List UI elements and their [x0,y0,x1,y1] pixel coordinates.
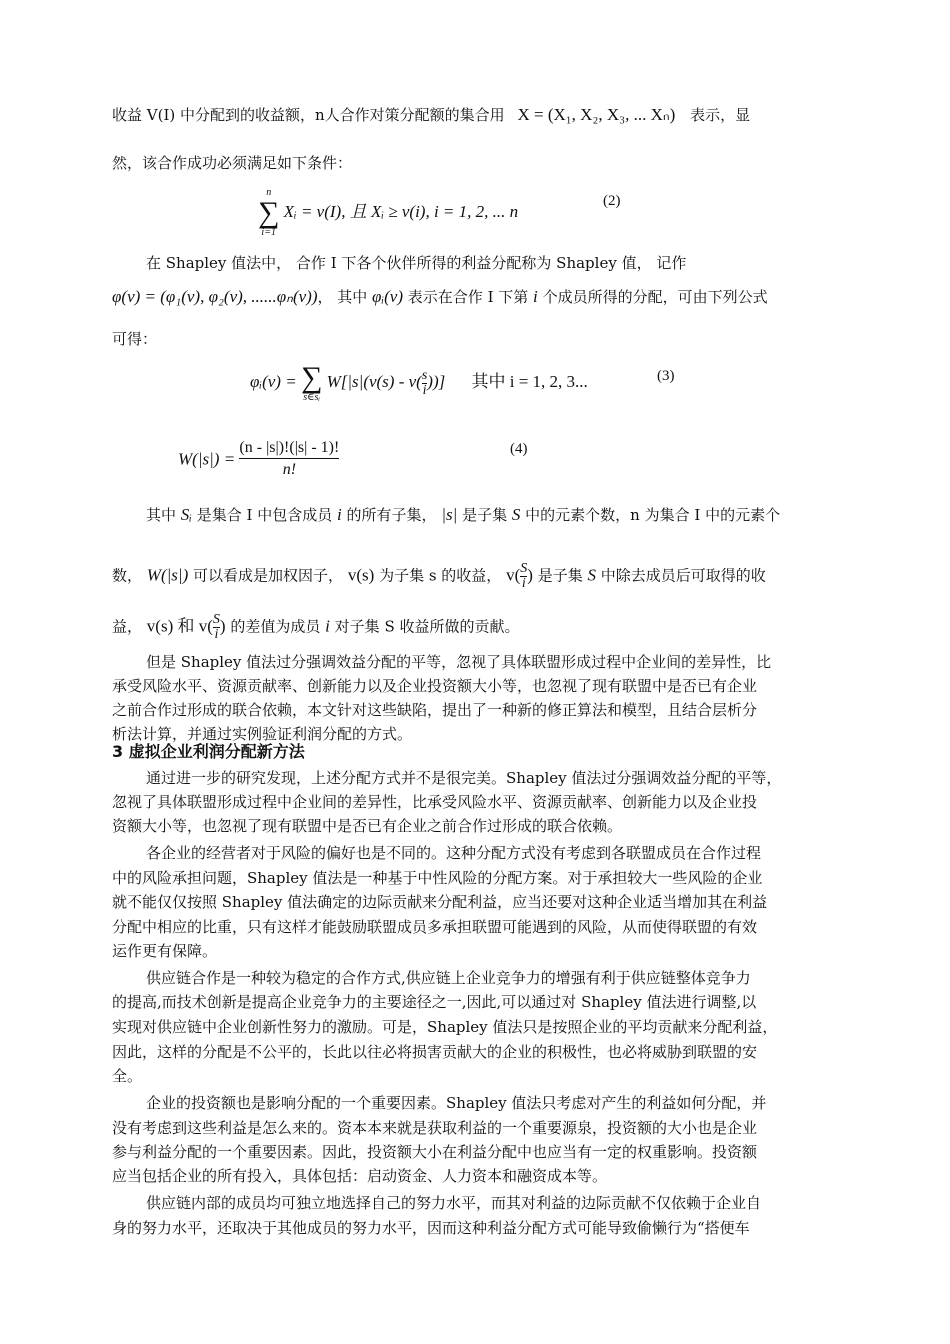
section-heading: 3 虚拟企业利润分配新方法 [112,742,305,761]
p1-line2: 然，该合作成功必须满足如下条件： [112,154,353,172]
p7-line4: 因此，这样的分配是不公平的，长此以往必将损害贡献大的企业的积极性，也必将威胁到联盟的安 [112,1043,758,1061]
p3-line2: 数， W(|s|) 可以看成是加权因子， v(s) 为子集 s 的收益， v( $\frac{S}{i}$ ) 是子集 S 中除去成员后可取得的收 [112,561,766,591]
p9-line2: 身的努力水平，还取决于其他成员的努力水平，因而这种利益分配方式可能导致偷懒行为“搭便车 [112,1219,750,1237]
p6-line2: 中的风险承担问题，Shapley 值法是一种基于中性风险的分配方案。对于承担较大一些风险的企业 [112,869,763,887]
p7-line1: 供应链合作是一种较为稳定的合作方式,供应链上企业竞争力的增强有利于供应链整体竞争力 [146,969,751,987]
p7-line2: 的提高,而技术创新是提高企业竞争力的主要途径之一,因此,可以通过对 Shapley 值法进行调整,以 [112,993,757,1011]
p8-line4: 应当包括企业的所有投入，具体包括：启动资金、人力资本和融资成本等。 [112,1167,608,1185]
p5-line2: 忽视了具体联盟形成过程中企业间的差异性，比承受风险水平、资源贡献率、创新能力以及企业投 [112,793,758,811]
p8-line1: 企业的投资额也是影响分配的一个重要因素。Shapley 值法只考虑对产生的利益如何分配，并 [146,1094,767,1112]
equation-3: φᵢ(v) = ∑ s∈sᵢ W[|s|(v(s) - v( $\frac{s}{i}$ ))] 其中 i = 1, 2, 3... [250,361,588,403]
equation-4-number: (4) [510,441,528,457]
p6-line5: 运作更有保障。 [112,942,218,960]
p6-line3: 就不能仅仅按照 Shapley 值法确定的边际贡献来分配利益，应当还要对这种企业适当增加其在利益 [112,893,768,911]
p4-line4: 析法计算，并通过实例验证利润分配的方式。 [112,725,413,743]
p9-line1: 供应链内部的成员均可独立地选择自己的努力水平，而其对利益的边际贡献不仅依赖于企业自 [146,1194,762,1212]
p2-line3: 可得： [112,330,158,348]
p7-line3: 实现对供应链中企业创新性努力的激励。可是，Shapley 值法只是按照企业的平均贡献来分配利益， [112,1018,778,1036]
p3-line1: 其中 Sᵢ 是集合 I 中包含成员 i 的所有子集， |s| 是子集 S 中的元素个数，n 为集合 I 中的元素个 [146,505,781,524]
p6-line1: 各企业的经营者对于风险的偏好也是不同的。这种分配方式没有考虑到各联盟成员在合作过程 [146,844,762,862]
p8-line3: 参与利益分配的一个重要因素。因此，投资额大小在利益分配中也应当有一定的权重影响。投资额 [112,1143,758,1161]
p1-line1: 收益 V(I) 中分配到的收益额，n人合作对策分配额的集合用 X = (X₁, X₂, X₃, ... Xₙ) 表示，显 [112,105,751,124]
equation-2-number: (2) [603,193,621,209]
p4-line1: 但是 Shapley 值法过分强调效益分配的平等，忽视了具体联盟形成过程中企业间的差异性，比 [146,653,772,671]
p4-line3: 之前合作过形成的联合依赖，本文针对这些缺陷，提出了一种新的修正算法和模型，且结合层析分 [112,701,758,719]
p7-line5: 全。 [112,1067,143,1085]
equation-2: n ∑ i=1 Xᵢ = v(I), 且 Xᵢ ≥ v(i), i = 1, 2, ... n [258,187,519,238]
p5-line1: 通过进一步的研究发现，上述分配方式并不是很完美。Shapley 值法过分强调效益分配的平等， [146,769,782,787]
p8-line2: 没有考虑到这些利益是怎么来的。资本本来就是获取利益的一个重要源泉，投资额的大小也是企业 [112,1119,758,1137]
p5-line3: 资额大小等，也忽视了现有联盟中是否已有企业之前合作过形成的联合依赖。 [112,817,623,835]
p6-line4: 分配中相应的比重，只有这样才能鼓励联盟成员多承担联盟可能遇到的风险，从而使得联盟的有效 [112,918,758,936]
p2-line2: φ(v) = (φ₁(v), φ₂(v), ......φₙ(v))， 其中 φᵢ(v) 表示在合作 I 下第 i 个成员所得的分配，可由下列公式 [112,287,768,306]
p2-line1: 在 Shapley 值法中， 合作 I 下各个伙伴所得的利益分配称为 Shapley 值， 记作 [146,254,687,272]
equation-3-number: (3) [657,368,675,384]
p4-line2: 承受风险水平、资源贡献率、创新能力以及企业投资额大小等，也忽视了现有联盟中是否已有企业 [112,677,758,695]
p3-line3: 益， v(s) 和 v( $\frac{S}{i}$ ) 的差值为成员 i 对子集 S 收益所做的贡献。 [112,612,520,642]
equation-4: W(|s|) = $\frac{(n - |s|)!(|s| - 1)!}{n!}$ [178,439,340,478]
